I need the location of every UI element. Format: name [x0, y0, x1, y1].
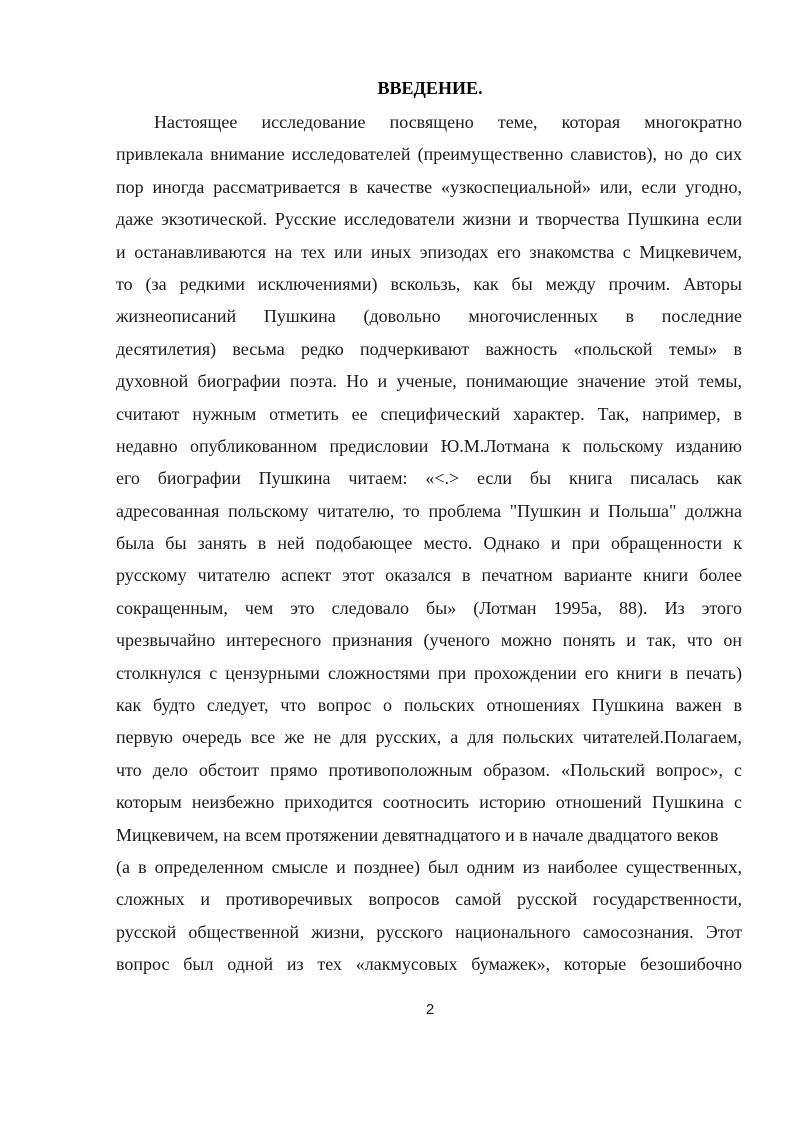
text-line: столкнулся с цензурными сложностями при прохождении его книги в печать) — [116, 662, 742, 683]
text-line: сокращенным, чем это следовало бы» (Лотман 1995а, 88). Из этого — [116, 597, 742, 618]
text-line: духовной биографии поэта. Но и ученые, понимающие значение этой темы, — [116, 371, 742, 392]
page-number: 2 — [425, 1001, 435, 1018]
text-line: сложных и противоречивых вопросов самой русской государственности, — [116, 889, 742, 910]
text-line: Настоящее исследование посвящено теме, которая многократно — [154, 112, 742, 132]
text-line: привлекала внимание исследователей (преимущественно славистов), но до сих — [116, 144, 742, 165]
text-line: жизнеописаний Пушкина (довольно многочисленных в последние — [116, 306, 742, 327]
section-title: ВВЕДЕНИЕ. — [377, 78, 483, 98]
text-line: то (за редкими исключениями) вскользь, как бы между прочим. Авторы — [116, 273, 742, 294]
text-line: десятилетия) весьма редко подчеркивают важность «польской темы» в — [116, 338, 742, 359]
text-line: вопрос был одной из тех «лакмусовых бумажек», которые безошибочно — [116, 954, 742, 975]
text-line: даже экзотической. Русские исследователи жизни и творчества Пушкина если — [116, 209, 742, 230]
text-line: пор иногда рассматривается в качестве «узкоспециальной» или, если угодно, — [116, 176, 742, 197]
text-line: первую очередь все же не для русских, а для польских читателей.Полагаем, — [116, 727, 742, 748]
text-line: недавно опубликованном предисловии Ю.М.Лотмана к польскому изданию — [116, 435, 742, 456]
text-line: которым неизбежно приходится соотносить историю отношений Пушкина с — [116, 792, 742, 813]
text-line: (а в определенном смысле и позднее) был одним из наиболее существенных, — [116, 856, 742, 877]
text-line: и останавливаются на тех или иных эпизодах его знакомства с Мицкевичем, — [116, 241, 742, 262]
text-line: считают нужным отметить ее специфический характер. Так, например, в — [116, 403, 742, 424]
text-line: его биографии Пушкина читаем: «<.> если бы книга писалась как — [116, 468, 742, 489]
text-line: адресованная польскому читателю, то проблема "Пушкин и Польша" должна — [116, 500, 742, 521]
body-text — [116, 106, 742, 981]
text-line: Мицкевичем, на всем протяжении девятнадцатого и в начале двадцатого веков — [116, 824, 719, 845]
text-line: была бы занять в ней подобающее место. Однако и при обращенности к — [116, 533, 742, 554]
text-line: русской общественной жизни, русского национального самосознания. Этот — [116, 921, 742, 942]
text-line: как будто следует, что вопрос о польских отношениях Пушкина важен в — [116, 695, 742, 716]
text-line: чрезвычайно интересного признания (ученого можно понять и так, что он — [116, 630, 742, 651]
text-line: что дело обстоит прямо противоположным образом. «Польский вопрос», с — [116, 759, 742, 780]
text-line: русскому читателю аспект этот оказался в печатном варианте книги более — [116, 565, 742, 586]
